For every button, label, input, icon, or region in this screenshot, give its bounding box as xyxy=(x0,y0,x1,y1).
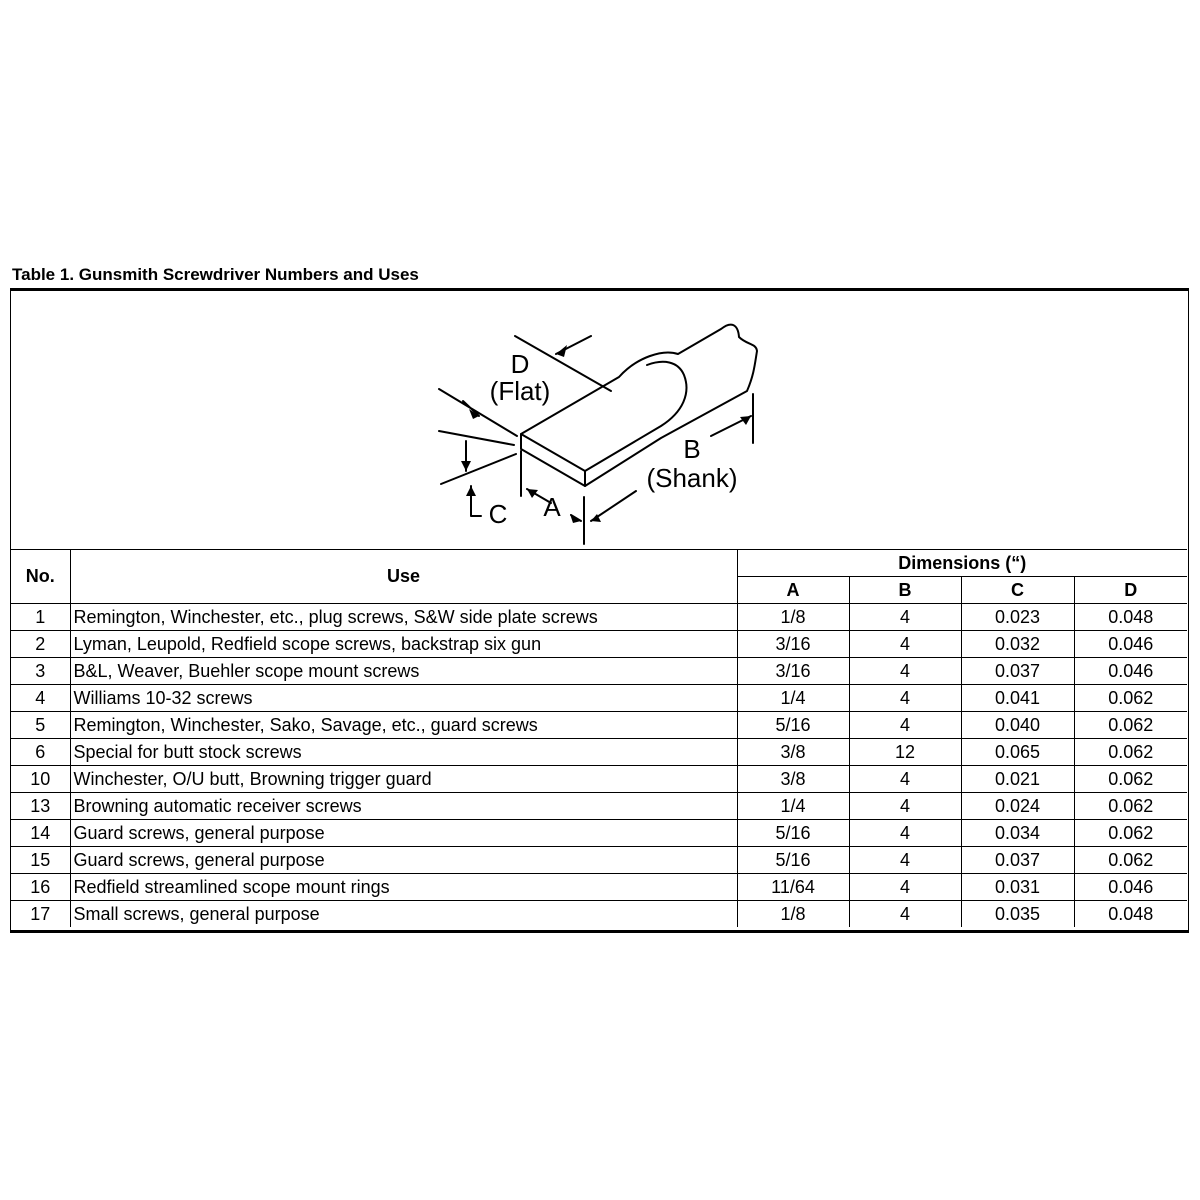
cell-d: 0.046 xyxy=(1074,874,1187,901)
cell-c: 0.024 xyxy=(961,793,1074,820)
cell-c: 0.031 xyxy=(961,874,1074,901)
cell-c: 0.035 xyxy=(961,901,1074,928)
cell-no: 13 xyxy=(11,793,70,820)
cell-a: 5/16 xyxy=(737,820,849,847)
label-a: A xyxy=(543,492,561,522)
table-row xyxy=(11,820,1187,847)
table-row xyxy=(11,631,1187,658)
table-row xyxy=(11,739,1187,766)
cell-a: 1/8 xyxy=(737,604,849,631)
cell-use: Remington, Winchester, Sako, Savage, etc., guard screws xyxy=(70,712,737,739)
cell-b: 4 xyxy=(849,631,961,658)
label-shank: (Shank) xyxy=(646,463,738,493)
label-d: D xyxy=(510,349,530,379)
cell-no: 3 xyxy=(11,658,70,685)
cell-a: 3/16 xyxy=(737,631,849,658)
cell-no: 15 xyxy=(11,847,70,874)
table-row xyxy=(11,874,1187,901)
cell-a: 5/16 xyxy=(737,847,849,874)
cell-no: 17 xyxy=(11,901,70,928)
cell-c: 0.021 xyxy=(961,766,1074,793)
header-no: No. xyxy=(11,550,70,604)
cell-use: Williams 10-32 screws xyxy=(70,685,737,712)
cell-a: 3/8 xyxy=(737,766,849,793)
cell-d: 0.062 xyxy=(1074,739,1187,766)
header-use: Use xyxy=(70,550,737,604)
cell-b: 4 xyxy=(849,793,961,820)
cell-c: 0.041 xyxy=(961,685,1074,712)
screwdriver-table xyxy=(11,550,1187,927)
cell-b: 4 xyxy=(849,874,961,901)
cell-use: Special for butt stock screws xyxy=(70,739,737,766)
header-c: C xyxy=(961,577,1074,604)
table-row xyxy=(11,712,1187,739)
cell-b: 4 xyxy=(849,712,961,739)
cell-c: 0.032 xyxy=(961,631,1074,658)
header-d: D xyxy=(1074,577,1187,604)
cell-a: 1/8 xyxy=(737,901,849,928)
cell-no: 5 xyxy=(11,712,70,739)
cell-a: 11/64 xyxy=(737,874,849,901)
cell-use: Remington, Winchester, etc., plug screws, S&W side plate screws xyxy=(70,604,737,631)
cell-d: 0.046 xyxy=(1074,658,1187,685)
cell-d: 0.062 xyxy=(1074,793,1187,820)
screwdriver-tip-drawing xyxy=(11,291,1187,549)
cell-d: 0.062 xyxy=(1074,820,1187,847)
cell-no: 4 xyxy=(11,685,70,712)
header-a: A xyxy=(737,577,849,604)
cell-use: Winchester, O/U butt, Browning trigger guard xyxy=(70,766,737,793)
cell-b: 4 xyxy=(849,901,961,928)
table-row xyxy=(11,847,1187,874)
cell-no: 2 xyxy=(11,631,70,658)
cell-c: 0.023 xyxy=(961,604,1074,631)
cell-b: 4 xyxy=(849,766,961,793)
cell-no: 10 xyxy=(11,766,70,793)
cell-use: Lyman, Leupold, Redfield scope screws, backstrap six gun xyxy=(70,631,737,658)
table-row xyxy=(11,793,1187,820)
table-title: Table 1. Gunsmith Screwdriver Numbers and Uses xyxy=(12,265,419,284)
table-row xyxy=(11,604,1187,631)
header-dimensions: Dimensions (“) xyxy=(737,550,1187,577)
cell-no: 16 xyxy=(11,874,70,901)
table-row xyxy=(11,658,1187,685)
label-b: B xyxy=(683,434,701,464)
cell-b: 4 xyxy=(849,685,961,712)
cell-d: 0.062 xyxy=(1074,712,1187,739)
cell-a: 3/8 xyxy=(737,739,849,766)
cell-b: 4 xyxy=(849,820,961,847)
table-row xyxy=(11,901,1187,928)
table-row xyxy=(11,685,1187,712)
cell-a: 3/16 xyxy=(737,658,849,685)
cell-d: 0.048 xyxy=(1074,604,1187,631)
cell-d: 0.046 xyxy=(1074,631,1187,658)
cell-no: 1 xyxy=(11,604,70,631)
cell-c: 0.065 xyxy=(961,739,1074,766)
cell-a: 1/4 xyxy=(737,685,849,712)
cell-use: Guard screws, general purpose xyxy=(70,847,737,874)
cell-b: 4 xyxy=(849,658,961,685)
screwdriver-tip-diagram xyxy=(11,291,1187,550)
cell-a: 1/4 xyxy=(737,793,849,820)
cell-d: 0.062 xyxy=(1074,766,1187,793)
cell-use: B&L, Weaver, Buehler scope mount screws xyxy=(70,658,737,685)
cell-b: 4 xyxy=(849,847,961,874)
header-b: B xyxy=(849,577,961,604)
cell-a: 5/16 xyxy=(737,712,849,739)
cell-use: Guard screws, general purpose xyxy=(70,820,737,847)
label-c: C xyxy=(488,499,508,529)
table-row xyxy=(11,766,1187,793)
label-flat: (Flat) xyxy=(489,376,551,406)
cell-b: 12 xyxy=(849,739,961,766)
cell-d: 0.062 xyxy=(1074,847,1187,874)
cell-c: 0.037 xyxy=(961,847,1074,874)
cell-c: 0.040 xyxy=(961,712,1074,739)
dim-c-line xyxy=(439,431,516,484)
cell-use: Redfield streamlined scope mount rings xyxy=(70,874,737,901)
cell-c: 0.034 xyxy=(961,820,1074,847)
cell-d: 0.048 xyxy=(1074,901,1187,928)
cell-no: 14 xyxy=(11,820,70,847)
cell-d: 0.062 xyxy=(1074,685,1187,712)
cell-no: 6 xyxy=(11,739,70,766)
blade-front-edge xyxy=(521,434,585,486)
cell-c: 0.037 xyxy=(961,658,1074,685)
table-frame xyxy=(10,288,1189,933)
cell-use: Small screws, general purpose xyxy=(70,901,737,928)
cell-b: 4 xyxy=(849,604,961,631)
cell-use: Browning automatic receiver screws xyxy=(70,793,737,820)
blade-outline xyxy=(521,325,757,486)
